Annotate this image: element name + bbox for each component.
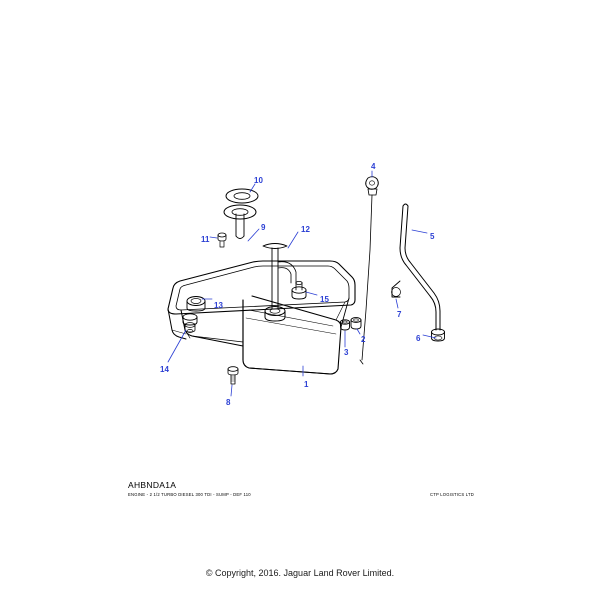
leader-2 (357, 329, 360, 334)
leader-14 (168, 330, 186, 362)
leader-5 (412, 230, 427, 233)
leader-11 (210, 237, 217, 238)
gasket-stack-10 (224, 189, 258, 239)
leader-7 (396, 299, 398, 308)
bolt-8 (228, 367, 238, 384)
sump-pan-outline (168, 261, 355, 374)
callout-6: 6 (416, 334, 421, 343)
bolt-11 (218, 233, 226, 247)
callout-8: 8 (226, 398, 231, 407)
callout-11: 11 (201, 235, 210, 244)
callout-4: 4 (371, 162, 376, 171)
washer-2 (351, 318, 361, 329)
callout-9: 9 (261, 223, 266, 232)
drain-plug-14 (183, 314, 197, 333)
callout-13: 13 (214, 301, 223, 310)
leader-8 (231, 385, 232, 396)
callout-1: 1 (304, 380, 309, 389)
dipstick-tube-5 (392, 204, 445, 341)
copyright-notice: © Copyright, 2016. Jaguar Land Rover Limited. (205, 568, 395, 578)
callout-15: 15 (320, 295, 329, 304)
callout-12: 12 (301, 225, 310, 234)
callout-7: 7 (397, 310, 402, 319)
leader-9 (248, 229, 259, 241)
diagram-description: ENGINE - 2 1/2 TURBO DIESEL 300 TDI - SUMP - DEF 110 (128, 492, 251, 497)
callout-5: 5 (430, 232, 435, 241)
leader-12 (288, 232, 298, 248)
leader-6 (423, 335, 436, 338)
callout-2: 2 (361, 335, 366, 344)
diagram-code: AHBNDA1A (128, 480, 177, 490)
supplier-label: CTP LOGISTICS LTD (430, 492, 474, 497)
callout-10: 10 (254, 176, 263, 185)
callout-3: 3 (344, 348, 349, 357)
callout-14: 14 (160, 365, 169, 374)
